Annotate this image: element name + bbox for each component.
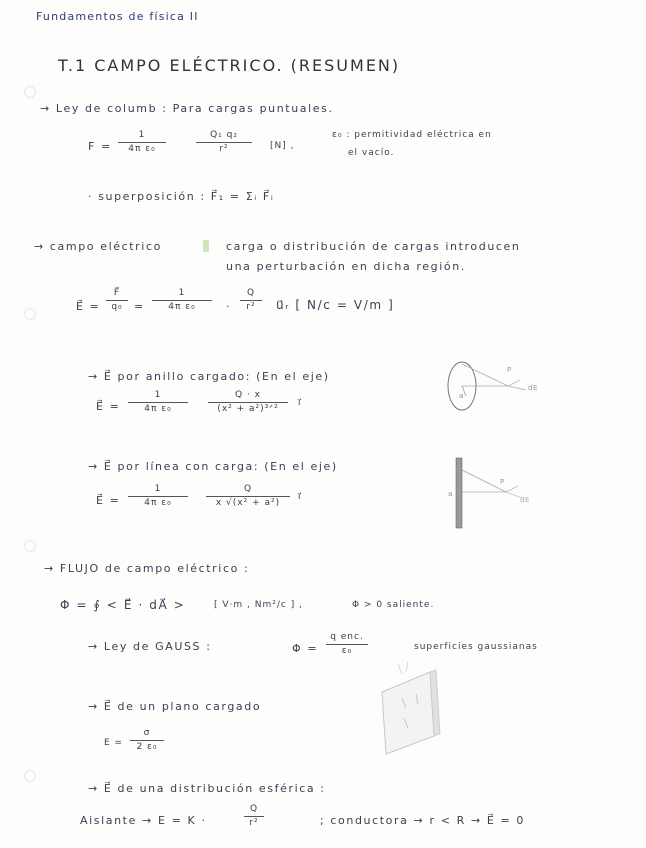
gauss-lhs: Φ = bbox=[292, 642, 319, 655]
plane-lhs: E = bbox=[104, 738, 124, 748]
fraction-denominator: ε₀ bbox=[341, 646, 353, 656]
coulomb-charge-fraction bbox=[196, 130, 252, 155]
campo-description: carga o distribución de cargas introducen bbox=[226, 240, 521, 253]
fraction-denominator: x √(x² + a²) bbox=[215, 498, 281, 508]
fraction-numerator: Q bbox=[243, 484, 253, 494]
line-dE-label: dE bbox=[520, 496, 530, 504]
fraction-numerator: 1 bbox=[154, 390, 162, 400]
campo-heading: → campo eléctrico bbox=[34, 240, 162, 253]
fraction-numerator: Q bbox=[246, 288, 256, 298]
page-header: Fundamentos de física II bbox=[36, 10, 199, 23]
fraction-denominator: (x² + a²)³ᐟ² bbox=[217, 404, 279, 414]
line-point-label: P bbox=[500, 478, 505, 486]
ring-lhs: E⃗ = bbox=[96, 400, 121, 413]
fraction-denominator: r² bbox=[249, 818, 259, 828]
highlighter-mark bbox=[203, 240, 209, 252]
fraction-denominator: r² bbox=[219, 144, 229, 154]
field-constant-fraction bbox=[152, 288, 212, 313]
field-lhs: E⃗ = bbox=[76, 300, 101, 313]
coulomb-unit: [N] , bbox=[270, 141, 295, 151]
insulator-fraction bbox=[244, 804, 264, 829]
fraction-denominator: 4π ε₀ bbox=[168, 302, 196, 312]
insulator-formula: Aislante → E = K · bbox=[80, 814, 207, 827]
line-charge-fraction bbox=[206, 484, 290, 509]
campo-description-cont: una perturbación en dicha región. bbox=[226, 260, 466, 273]
coulomb-lhs: F = bbox=[88, 140, 112, 153]
fraction-denominator: 2 ε₀ bbox=[136, 742, 158, 752]
flux-unit: [ V·m , Nm²/c ] , bbox=[214, 600, 303, 610]
fraction-denominator: r² bbox=[246, 302, 256, 312]
fraction-numerator: σ bbox=[143, 728, 151, 738]
charged-ring-diagram bbox=[444, 356, 564, 416]
ring-dE-label: dE bbox=[528, 384, 538, 392]
ring-constant-fraction bbox=[128, 390, 188, 415]
coulomb-constant-fraction bbox=[118, 130, 166, 155]
field-charge-fraction bbox=[240, 288, 262, 313]
equals-sign: = bbox=[134, 300, 145, 313]
gauss-heading: → Ley de GAUSS : bbox=[88, 640, 212, 653]
flux-definition: Φ = ∮ < E⃗ · dA⃗ > bbox=[60, 598, 186, 612]
conductor-formula: ; conductora → r < R → E⃗ = 0 bbox=[320, 814, 526, 827]
superposition-line: · superposición : F⃗₁ = Σᵢ F⃗ᵢ bbox=[88, 190, 275, 203]
permittivity-note-cont: el vacío. bbox=[348, 148, 395, 158]
ring-unit-vector: i⃗ bbox=[298, 398, 302, 408]
fraction-numerator: 1 bbox=[154, 484, 162, 494]
fraction-numerator: Q · x bbox=[235, 390, 261, 400]
fraction-denominator: 4π ε₀ bbox=[128, 144, 156, 154]
spherical-heading: → E⃗ de una distribución esférica : bbox=[88, 782, 326, 795]
permittivity-note: ε₀ : permitividad eléctrica en bbox=[332, 130, 492, 140]
ring-heading: → E⃗ por anillo cargado: (En el eje) bbox=[88, 370, 330, 383]
fraction-numerator: Q bbox=[249, 804, 259, 814]
fraction-denominator: q₀ bbox=[111, 302, 123, 312]
fraction-denominator: 4π ε₀ bbox=[144, 498, 172, 508]
page-title: T.1 CAMPO ELÉCTRICO. (RESUMEN) bbox=[58, 56, 401, 75]
line-constant-fraction bbox=[128, 484, 188, 509]
field-unit: u⃗ᵣ [ N/c = V/m ] bbox=[276, 298, 395, 312]
gauss-fraction bbox=[326, 632, 368, 657]
line-lhs: E⃗ = bbox=[96, 494, 121, 507]
charged-line-diagram bbox=[448, 456, 548, 532]
ring-charge-fraction bbox=[208, 390, 288, 415]
ring-point-label: P bbox=[507, 366, 512, 374]
flux-outgoing-note: Φ > 0 saliente. bbox=[352, 600, 435, 610]
field-force-fraction bbox=[106, 288, 128, 313]
fraction-numerator: Q₁ q₂ bbox=[210, 130, 238, 140]
binder-hole bbox=[24, 86, 36, 98]
fraction-denominator: 4π ε₀ bbox=[144, 404, 172, 414]
dot-sign: · bbox=[226, 300, 232, 313]
binder-hole bbox=[24, 540, 36, 552]
flux-heading: → FLUJO de campo eléctrico : bbox=[44, 562, 250, 575]
fraction-numerator: q enc. bbox=[330, 632, 364, 642]
binder-hole bbox=[24, 770, 36, 782]
line-charge-heading: → E⃗ por línea con carga: (En el eje) bbox=[88, 460, 338, 473]
gaussian-surfaces-note: superficies gaussianas bbox=[414, 642, 538, 652]
line-unit-vector: i⃗ bbox=[298, 492, 302, 502]
fraction-numerator: 1 bbox=[178, 288, 186, 298]
line-length-label: a bbox=[448, 490, 453, 498]
ring-radius-label: a bbox=[459, 392, 464, 400]
coulomb-heading: → Ley de columb : Para cargas puntuales. bbox=[40, 102, 334, 115]
binder-hole bbox=[24, 308, 36, 320]
fraction-numerator: 1 bbox=[138, 130, 146, 140]
plane-fraction bbox=[130, 728, 164, 753]
fraction-numerator: F⃗ bbox=[113, 288, 121, 298]
plane-heading: → E⃗ de un plano cargado bbox=[88, 700, 262, 713]
charged-plane-diagram bbox=[372, 660, 456, 756]
